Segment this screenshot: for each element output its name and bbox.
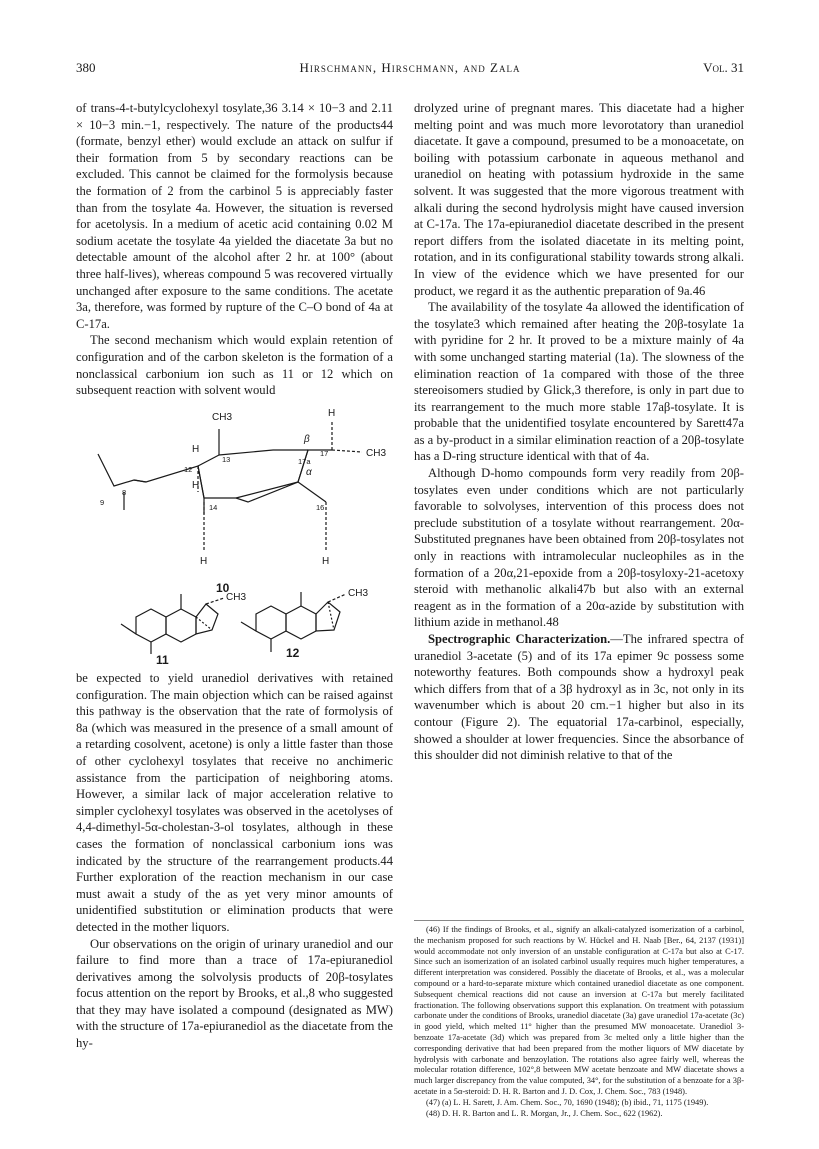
volume-label: Vol. 31 xyxy=(703,60,744,75)
left-column-bottom xyxy=(76,670,393,1052)
atom-number: 13 xyxy=(222,455,231,464)
atom-number: 8 xyxy=(122,488,127,497)
paragraph: The availability of the tosylate 4a allowed the identification of the tosylate3 which remained after heating the 20β-tosylate 1a with pyridine for 2 hr. It proved to be a mixture mainly of 4a with some unchanged starting material (1a). The slowness of the elimination reaction of 1a compared with those of the three stereoisomers studied by Glick,3 therefore, is only in part due to its rearrangement to the much more stable 17aβ-tosylate. It is probable that the unidentified tosylate encountered by Sarett47a as a by-product in a similar elimination reaction of a 20β-tosylate has a D-ring structure identical with that of 4a. xyxy=(414,300,744,464)
structure-10-labels xyxy=(100,408,386,595)
ch3-label: CH3 xyxy=(348,588,369,599)
compound-number: 10 xyxy=(216,581,230,595)
right-column xyxy=(414,100,744,764)
footnote: (48) D. H. R. Barton and L. R. Morgan, Jr., J. Chem. Soc., 622 (1962). xyxy=(426,1108,663,1118)
structure-10 xyxy=(98,422,362,552)
page-number: 380 xyxy=(76,60,96,75)
paragraph: be expected to yield uranediol derivatives with retained configuration. The main objection which can be raised against this pathway is the observation that the rate of formolysis of 8a (which was measured in the presence of a small amount of a retarding cosolvent, acetone) is only a little faster than those of other cyclohexyl tosylates that receive no anchimeric assistance from the participation of neighboring atoms. However, a similar lack of major acceleration relative to simpler cyclohexyl tosylates was observed in the acetolyses of 4,4-dimethyl-5α-cholestan-3-ol tosylates, although in these cases the formation of nonclassical carbonium ions was indicated by the structure of the rearrangement products.44 Further exploration of the reaction mechanism in our case must await a study of the as yet very minor amounts of unidentified substitution or elimination products that were detected in the mother liquors. xyxy=(76,671,393,934)
atom-number: 17 xyxy=(320,449,329,458)
atom-number: 12 xyxy=(184,465,193,474)
ch3-label: CH3 xyxy=(366,448,387,459)
structure-12-labels xyxy=(286,588,368,660)
compound-number: 12 xyxy=(286,646,300,660)
alpha-label: α xyxy=(306,467,312,478)
page-header xyxy=(76,60,744,80)
structure-figure xyxy=(76,402,393,664)
compound-number: 11 xyxy=(156,653,169,664)
paragraph: drolyzed urine of pregnant mares. This diacetate had a higher melting point and was much more levorotatory than uranediol diacetate. It gave a compound, presumed to be a monoacetate, on boiling with potassium carbonate in aqueous methanol and uranediol on heating with potassium hydroxide in the same solvent. It was suggested that the more vigorous treatment with alkali during the second hydrolysis might have caused inversion at C-17a. The 17a-epiuranediol diacetate described in the present report differs from the isolated diacetate in its melting point, rotation, and in its configurational stability towards strong alkali. In view of the evidence which we have presented for our product, we regard it as the authentic preparation of 9a.46 xyxy=(414,101,744,298)
h-label: H xyxy=(200,556,208,567)
left-column-top xyxy=(76,100,393,399)
footnotes xyxy=(414,920,744,1119)
structure-11 xyxy=(121,594,224,654)
paragraph: Our observations on the origin of urinary uranediol and our failure to find more than a trace of 17a-epiuranediol derivatives among the solvolysis products of 20β-tosylates focus attention on the report by Brooks, et al.,8 who suggested that they may have isolated a compound (designated as MW) with the structure of 17a-epiuranediol as the diacetate from the hy- xyxy=(76,936,393,1051)
beta-label: β xyxy=(304,434,310,445)
atom-number: 16 xyxy=(316,503,325,512)
atom-number: 17a xyxy=(298,457,311,466)
section-paragraph xyxy=(414,631,744,764)
section-heading: Spectrographic Characterization. xyxy=(428,632,611,646)
paragraph: Although D-homo compounds form very readily from 20β-tosylates even under conditions which are not particularly favorable to solvolyses, intervention of this process does not preclude substitution of a tosylate without rearrangement. 20α-Substituted pregnanes have been obtained from 20β-tosylates not only in reactions with intramolecular nucleophiles as in the formation of a 20α,21-epoxide from a 20β-tosyloxy-21-acetoxy steroid with methanolic alkali47b but also with an external reagent as in the formation of a 20α-azide by substitution with lithium azide in methanol.48 xyxy=(414,466,744,630)
h-label: H xyxy=(328,408,336,419)
section-text: —The infrared spectra of uranediol 3-acetate (5) and of its 17a epimer 9c possess some noteworthy features. Both compounds show a hydroxyl peak which differs from that of a 3β hydroxyl as in 3c, not only in its wavenumber which is about 20 cm.−1 higher but also in its contour (Figure 2). The equatorial 17a-carbinol, especially, showed a shoulder at lower frequencies. Since the absorbance of this shoulder did not diminish relative to that of the xyxy=(414,632,744,763)
h-label: H xyxy=(192,480,200,491)
atom-number: 14 xyxy=(209,503,218,512)
footnote: (46) If the findings of Brooks, et al., signify an alkali-catalyzed isomerization of a carbinol, the mechanism proposed for such reactions by W. Hückel and H. Naab [Ber., 64, 2137 (1931)] would accommodate not only inversion of an unstable configuration at C-17a but also at C-17. Since such an isomerization of an isolated carbinol usually requires much higher temperatures, a different interpretation was considered. Possibly the diacetate of Brooks, et al., was a molecular compound or a hard-to-separate mixture which contained uranediol diacetate as one component. Subsequent chemical reactions did not cause an inversion at C-17a but merely facilitated fractionation. The following observations support this explanation. On treatment with potassium carbonate under the conditions of Brooks, uranediol diacetate (3a) gave uranediol 17a-acetate (3c) in good yield, which melted 11° higher than the presumed MW monoacetate. Uranediol 3-benzoate 17a-acetate (3d) which was prepared from 3c melted only a little higher than the corresponding derivative that had been prepared from the mother liquors of MW diacetate by hydrolysis with carbonate and benzoylation. The rotations also agree fairly well, whereas the molecular rotation difference, 102°,8 between MW acetate benzoate and MW diacetate shows a much larger discrepancy from the value computed, 34°, for the substitution of a benzoate for a 3β-acetate in a 5α-steroid: D. H. R. Barton and J. D. Cox, J. Chem. Soc., 783 (1948). xyxy=(414,925,744,1096)
ch3-label: CH3 xyxy=(226,592,247,603)
atom-number: 9 xyxy=(100,498,105,507)
running-head-authors: Hirschmann, Hirschmann, and Zala xyxy=(299,60,521,75)
paragraph: of trans-4-t-butylcyclohexyl tosylate,36 3.14 × 10−3 and 2.11 × 10−3 min.−1, respectively. The nature of the products44 (formate, benzyl ether) would exclude an attack on sulfur if their formation from 5 by secondary reactions can be excluded. This cannot be claimed for the formolysis because the formation of 2 from the carbinol 5 is appreciably faster than from the tosylate 4a. However, the situation is reversed for acetolysis. In a medium of acetic acid containing 0.02 M sodium acetate the tosylate 4a yielded the diacetate 3a but no detectable amount of the alcohol after 2 hr. at 100° (about three half-lives), whereas compound 5 was recovered virtually unchanged after exposure to the same conditions. The acetate 3a, therefore, was formed by rupture of the C–O bond of 4a at C-17a. xyxy=(76,101,393,331)
h-label: H xyxy=(322,556,330,567)
ch3-label: CH3 xyxy=(212,412,233,423)
footnote: (47) (a) L. H. Sarett, J. Am. Chem. Soc., 70, 1690 (1948); (b) ibid., 71, 1175 (1949). xyxy=(426,1097,709,1107)
paragraph: The second mechanism which would explain retention of configuration and of the carbon skeleton is the formation of a nonclassical carbonium ion such as 11 or 12 which on subsequent reaction with solvent would xyxy=(76,333,393,398)
h-label: H xyxy=(192,444,200,455)
structure-12 xyxy=(241,592,346,652)
structure-11-labels xyxy=(156,592,246,664)
